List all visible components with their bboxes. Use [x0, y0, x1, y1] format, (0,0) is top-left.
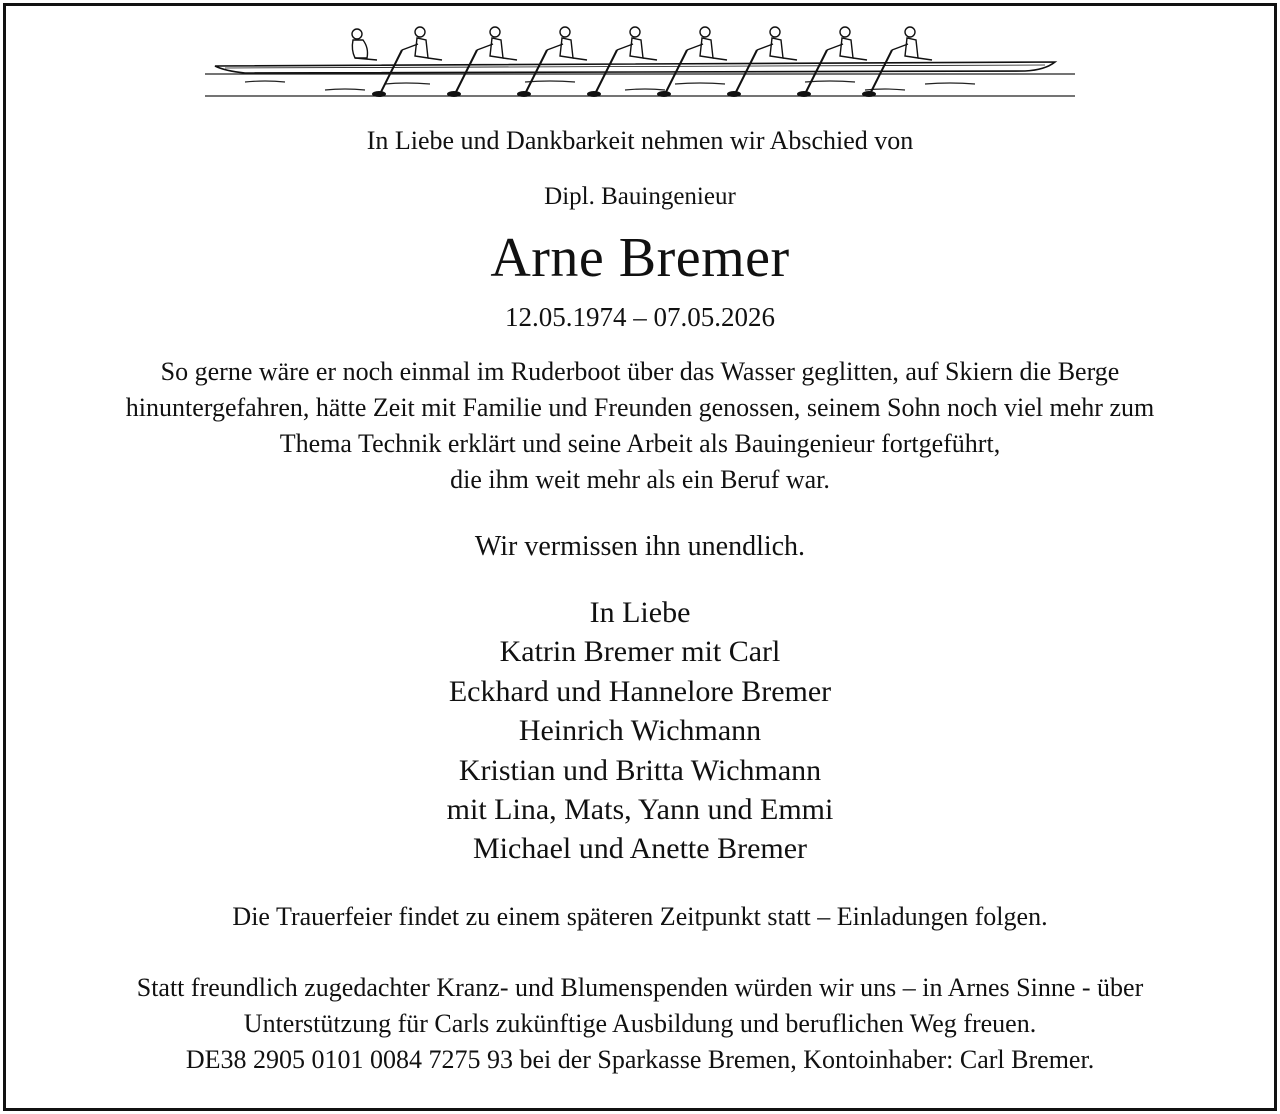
family-line: Eckhard und Hannelore Bremer	[448, 674, 832, 708]
donation-line: Unterstützung für Carls zukünftige Ausbildung und beruflichen Weg freuen.	[243, 1009, 1037, 1038]
deceased-name: Arne Bremer	[490, 227, 790, 289]
deceased-title: Dipl. Bauingenieur	[544, 183, 736, 210]
family-line: Katrin Bremer mit Carl	[499, 635, 781, 669]
family-line: Michael und Anette Bremer	[472, 832, 808, 866]
life-dates: 12.05.1974 – 07.05.2026	[505, 302, 775, 332]
paragraph-line: die ihm weit mehr als ein Beruf war.	[450, 465, 830, 494]
intro-text: In Liebe und Dankbarkeit nehmen wir Abschied von	[366, 126, 914, 155]
donation-notice	[0, 970, 1280, 1078]
rowing-boat-illustration	[205, 18, 1075, 104]
paragraph-line: hinuntergefahren, hätte Zeit mit Familie und Freunden genossen, seinem Sohn noch viel mehr zum	[125, 393, 1155, 422]
donation-line: Statt freundlich zugedachter Kranz- und Blumenspenden würden wir uns – in Arnes Sinne - über	[136, 973, 1144, 1002]
memorial-paragraph	[0, 354, 1280, 498]
family-list	[0, 593, 1280, 869]
family-line: In Liebe	[589, 596, 691, 629]
funeral-notice: Die Trauerfeier findet zu einem späteren Zeitpunkt statt – Einladungen folgen.	[232, 902, 1048, 931]
family-line: Heinrich Wichmann	[518, 714, 762, 748]
family-line: mit Lina, Mats, Yann und Emmi	[446, 793, 834, 827]
miss-text: Wir vermissen ihn unendlich.	[474, 531, 806, 562]
family-line: Kristian und Britta Wichmann	[458, 753, 822, 787]
paragraph-line: Thema Technik erklärt und seine Arbeit als Bauingenieur fortgeführt,	[279, 429, 1001, 458]
donation-line: DE38 2905 0101 0084 7275 93 bei der Sparkasse Bremen, Kontoinhaber: Carl Bremer.	[185, 1045, 1095, 1074]
paragraph-line: So gerne wäre er noch einmal im Ruderboot über das Wasser geglitten, auf Skiern die Berge	[160, 357, 1120, 386]
